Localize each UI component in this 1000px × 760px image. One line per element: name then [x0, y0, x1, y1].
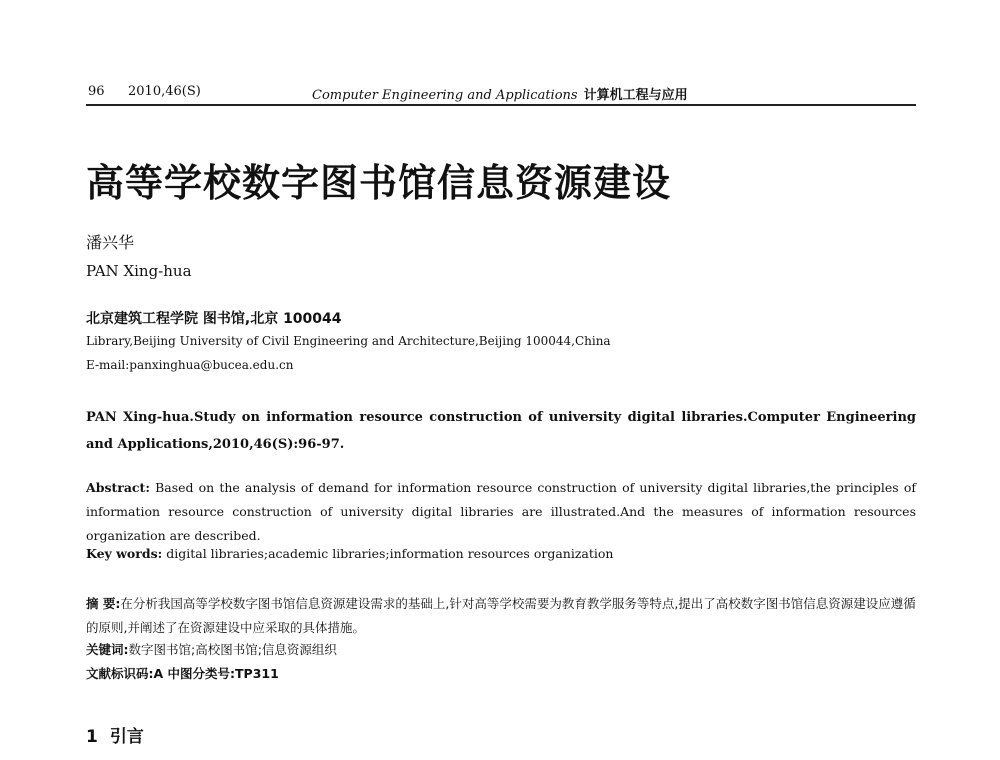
- abstract-en-text: Based on the analysis of demand for information resource construction of university digital libraries,the principles of information resource construction of university digital libraries are illustrated.And the measures of information resources organization are described.: [86, 480, 916, 543]
- affiliation-cn: 北京建筑工程学院 图书馆,北京 100044: [86, 311, 342, 327]
- issue-info: 2010,46(S): [128, 84, 201, 99]
- author-email: E-mail:panxinghua@bucea.edu.cn: [86, 358, 294, 372]
- abstract-en-label: Abstract:: [86, 480, 150, 495]
- section-heading: [86, 722, 144, 747]
- classification-codes: 文献标识码:A 中图分类号:TP311: [86, 666, 279, 681]
- header-rule: [86, 104, 916, 106]
- keywords-en: [86, 546, 916, 561]
- abstract-cn-text: 在分析我国高等学校数字图书馆信息资源建设需求的基础上,针对高等学校需要为教育教学服务等特点,提出了高校数字图书馆信息资源建设应遵循的原则,并阐述了在资源建设中应采取的具体措施。: [86, 596, 916, 635]
- page-number: 96: [88, 84, 105, 99]
- keywords-en-label: Key words:: [86, 546, 163, 561]
- keywords-cn: [86, 640, 337, 658]
- journal-name-en: Computer Engineering and Applications: [312, 88, 578, 103]
- section-title: 引言: [109, 727, 144, 747]
- keywords-cn-label: 关键词:: [86, 642, 129, 657]
- author-en: PAN Xing-hua: [86, 262, 192, 280]
- section-number: 1: [86, 727, 98, 747]
- journal-name-cn: 计算机工程与应用: [583, 88, 688, 103]
- affiliation-en: Library,Beijing University of Civil Engineering and Architecture,Beijing 100044,China: [86, 334, 611, 348]
- keywords-cn-text: 数字图书馆;高校图书馆;信息资源组织: [128, 642, 337, 657]
- keywords-en-text: digital libraries;academic libraries;information resources organization: [166, 546, 614, 561]
- abstract-cn: [86, 592, 916, 640]
- paper-title: 高等学校数字图书馆信息资源建设: [86, 160, 672, 205]
- abstract-cn-label: 摘 要:: [86, 596, 121, 611]
- journal-name: [312, 84, 688, 103]
- running-header: [88, 84, 914, 106]
- author-cn: 潘兴华: [86, 233, 135, 252]
- citation: PAN Xing-hua.Study on information resource construction of university digital libraries.Computer Engineering and Applications,2010,46(S):96-97.: [86, 410, 916, 452]
- abstract-en: [86, 476, 916, 548]
